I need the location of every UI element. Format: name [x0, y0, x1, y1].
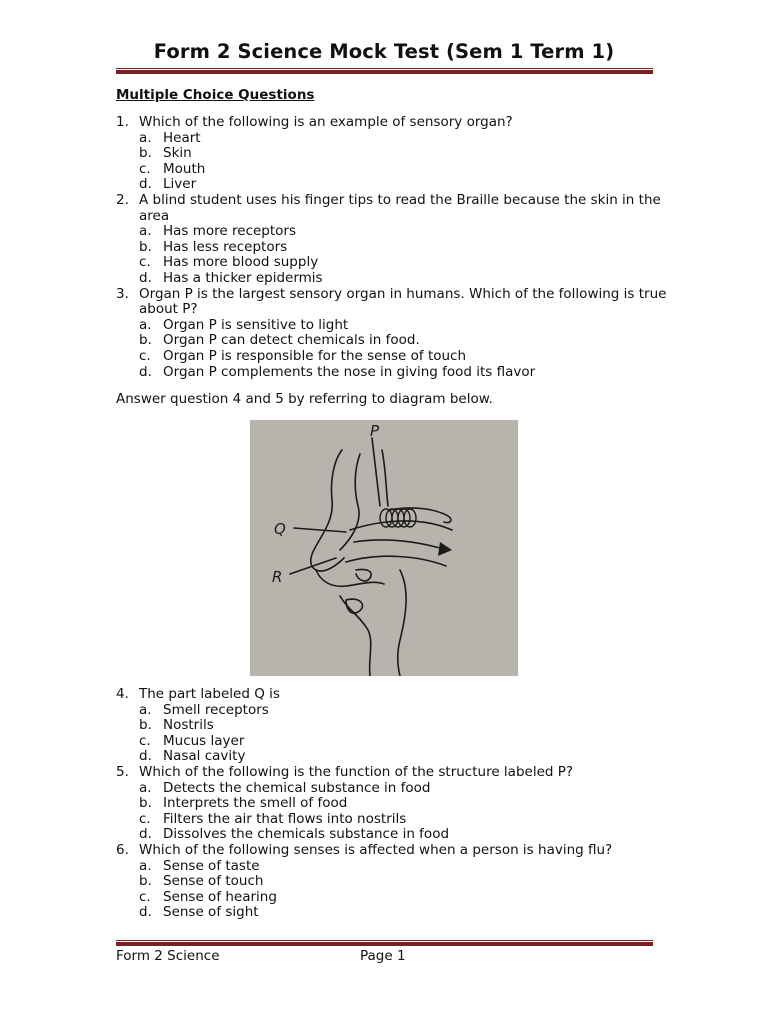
option-text: Sense of sight: [163, 904, 259, 921]
answer-option: [116, 349, 676, 365]
option-text: Has more blood supply: [163, 254, 319, 271]
header-rule-thin: [116, 68, 653, 69]
label-q: Q: [274, 520, 286, 538]
option-letter: b.: [139, 717, 152, 734]
answer-options: [116, 703, 676, 765]
option-letter: c.: [139, 254, 151, 271]
question-list-a: [116, 115, 676, 380]
answer-option: [116, 812, 676, 828]
option-text: Organ P complements the nose in giving food its flavor: [163, 363, 536, 380]
option-letter: a.: [139, 857, 152, 874]
answer-option: [116, 131, 676, 147]
header-rule-thick: [116, 70, 653, 74]
answer-option: [116, 796, 676, 812]
answer-option: [116, 781, 676, 797]
answer-option: [116, 874, 676, 890]
option-letter: d.: [139, 269, 152, 286]
answer-option: [116, 905, 676, 921]
answer-option: [116, 177, 676, 193]
option-text: Has more receptors: [163, 223, 297, 240]
answer-option: [116, 224, 676, 240]
option-text: Sense of hearing: [163, 888, 277, 905]
answer-option: [116, 255, 676, 271]
option-letter: c.: [139, 888, 151, 905]
option-letter: d.: [139, 176, 152, 193]
option-text: Organ P is responsible for the sense of touch: [163, 347, 467, 364]
question-item: [116, 687, 676, 703]
option-letter: c.: [139, 732, 151, 749]
option-letter: a.: [139, 701, 152, 718]
option-letter: c.: [139, 347, 151, 364]
diagram-instruction: Answer question 4 and 5 by referring to diagram below.: [116, 391, 493, 407]
option-letter: d.: [139, 363, 152, 380]
option-letter: b.: [139, 795, 152, 812]
option-text: Skin: [163, 145, 192, 162]
question-text: Which of the following is an example of sensory organ?: [139, 114, 513, 130]
option-letter: b.: [139, 238, 152, 255]
option-text: Dissolves the chemicals substance in food: [163, 826, 450, 843]
question-text: A blind student uses his finger tips to read the Braille because the skin in the area: [139, 191, 661, 224]
question-number: 3.: [116, 285, 129, 302]
question-text: Which of the following senses is affected when a person is having flu?: [139, 841, 613, 858]
footer-page-number: Page 1: [360, 948, 406, 964]
question-item: [116, 287, 676, 318]
answer-option: [116, 890, 676, 906]
question-item: [116, 193, 676, 224]
footer-rule: [116, 940, 653, 946]
answer-option: [116, 162, 676, 178]
answer-options: [116, 781, 676, 843]
option-letter: b.: [139, 332, 152, 349]
page-title: Form 2 Science Mock Test (Sem 1 Term 1): [153, 40, 615, 63]
footer-subject: Form 2 Science: [116, 948, 220, 964]
footer-rule-thick: [116, 942, 653, 946]
option-text: Detects the chemical substance in food: [163, 779, 431, 796]
option-text: Mouth: [163, 160, 206, 177]
question-number: 1.: [116, 114, 129, 130]
nose-diagram-svg: [250, 420, 518, 676]
answer-option: [116, 734, 676, 750]
question-number: 4.: [116, 686, 129, 702]
answer-options: [116, 131, 676, 193]
option-letter: b.: [139, 873, 152, 890]
option-letter: b.: [139, 145, 152, 162]
nose-diagram: [250, 420, 518, 676]
answer-option: [116, 318, 676, 334]
answer-option: [116, 703, 676, 719]
question-item: [116, 843, 676, 859]
option-text: Sense of touch: [163, 873, 264, 890]
option-text: Mucus layer: [163, 732, 245, 749]
option-text: Heart: [163, 129, 201, 146]
option-letter: d.: [139, 826, 152, 843]
option-text: Filters the air that flows into nostrils: [163, 810, 407, 827]
answer-option: [116, 859, 676, 875]
question-text: The part labeled Q is: [139, 686, 280, 702]
question-list-b: [116, 687, 676, 921]
answer-options: [116, 859, 676, 921]
option-text: Has less receptors: [163, 238, 288, 255]
option-letter: c.: [139, 810, 151, 827]
option-letter: d.: [139, 748, 152, 765]
label-r: R: [272, 568, 283, 586]
option-text: Sense of taste: [163, 857, 260, 874]
answer-option: [116, 718, 676, 734]
option-letter: d.: [139, 904, 152, 921]
option-text: Nostrils: [163, 717, 214, 734]
option-letter: a.: [139, 129, 152, 146]
option-letter: a.: [139, 779, 152, 796]
option-letter: a.: [139, 316, 152, 333]
option-text: Liver: [163, 176, 197, 193]
answer-option: [116, 240, 676, 256]
answer-option: [116, 827, 676, 843]
answer-options: [116, 318, 676, 380]
answer-option: [116, 333, 676, 349]
answer-option: [116, 365, 676, 381]
question-text: Organ P is the largest sensory organ in humans. Which of the following is true about P?: [139, 285, 667, 318]
question-number: 6.: [116, 841, 129, 858]
section-heading: Multiple Choice Questions: [116, 87, 315, 103]
option-text: Organ P is sensitive to light: [163, 316, 349, 333]
option-text: Interprets the smell of food: [163, 795, 348, 812]
answer-option: [116, 146, 676, 162]
question-number: 5.: [116, 763, 129, 780]
footer-rule-thin: [116, 940, 653, 941]
option-text: Organ P can detect chemicals in food.: [163, 332, 420, 349]
label-p: P: [370, 422, 380, 440]
option-letter: a.: [139, 223, 152, 240]
answer-option: [116, 271, 676, 287]
header-rule: [116, 68, 653, 74]
option-text: Smell receptors: [163, 701, 269, 718]
answer-option: [116, 749, 676, 765]
question-number: 2.: [116, 191, 129, 208]
question-text: Which of the following is the function of the structure labeled P?: [139, 763, 574, 780]
option-letter: c.: [139, 160, 151, 177]
question-item: [116, 115, 676, 131]
question-item: [116, 765, 676, 781]
answer-options: [116, 224, 676, 286]
option-text: Nasal cavity: [163, 748, 246, 765]
option-text: Has a thicker epidermis: [163, 269, 323, 286]
